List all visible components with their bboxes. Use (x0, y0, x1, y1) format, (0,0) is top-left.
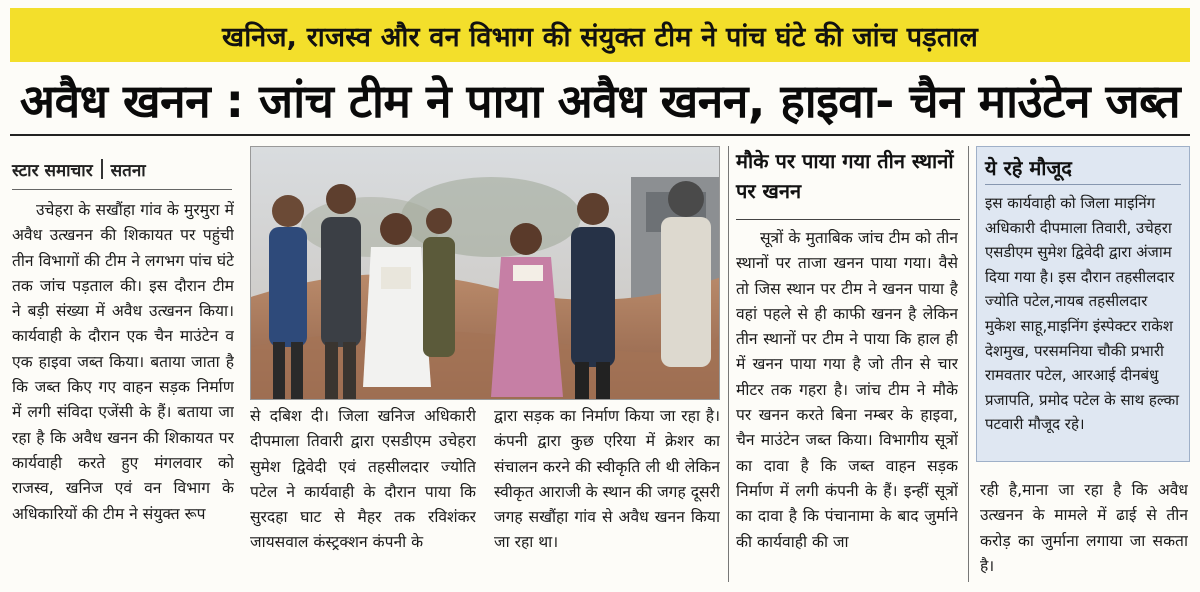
article-column-4: सूत्रों के मुताबिक जांच टीम को तीन स्थानों पर ताजा खनन पाया गया। वैसे तो जिस स्थान पर टीम ने खनन पाया है वहां पहले से ही काफी खनन है लेकिन तीन स्थानों पर टीम ने पाया कि हाल ही में खनन पाया गया है जो तीन से चार मीटर तक गहरा है। जांच टीम ने मौके पर खनन करते बिना नम्बर के हाइवा, चैन माउंटेन जब्त किया। विभागीय सूत्रों का दावा है कि जब्त वाहन सड़क निर्माण में लगी कंपनी के हैं। इन्हीं सूत्रों का दावा है कि पंचानामा के बाद जुर्माने की कार्यवाही की जा (736, 229, 958, 551)
present-officials-box (976, 146, 1190, 462)
byline-place: सतना (110, 160, 146, 181)
inspection-team-photo (251, 147, 720, 400)
subheading-rule (736, 219, 960, 220)
article-column-3: द्वारा सड़क का निर्माण किया जा रहा है। कंपनी द्वारा कुछ एरिया में क्रेशर का संचालन करने की स्वीकृति ली थी लेकिन स्वीकृत आराजी के स्थान की जगह दूसरी जगह सखौंहा गांव से अवैध खनन किया जा रहा था। (494, 407, 720, 552)
byline-divider (101, 159, 103, 179)
article-column-1: उचेहरा के सखौंहा गांव के मुरमुरा में अवैध उत्खनन की शिकायत पर पहुंची तीन विभागों की टीम ने लगभग पांच घंटे तक जांच पड़ताल की। इस दौरान टीम ने बड़ी संख्या में अवैध उत्खनन किया। कार्यवाही के दौरान एक चैन माउंटेन व एक हाइवा जब्त किया। बताया जाता है कि जब्त किए गए वाहन सड़क निर्माण में लगी संविदा एजेंसी के हैं। बताया जा रहा है कि अवैध खनन की शिकायत पर कार्यवाही करते हुए मंगलवार को राजस्व, खनिज एवं वन विभाग के अधिकारियों की टीम ने संयुक्त रूप (12, 201, 234, 523)
byline-rule (12, 189, 232, 190)
byline (12, 154, 232, 184)
kicker-text: खनिज, राजस्व और वन विभाग की संयुक्त टीम ने पांच घंटे की जांच पड़ताल (221, 21, 979, 53)
column-divider (968, 146, 969, 582)
headline (10, 66, 1190, 136)
article-column-2: से दबिश दी। जिला खनिज अधिकारी दीपमाला तिवारी द्वारा एसडीएम उचेहरा सुमेश द्विवेदी एवं तहसीलदार ज्योति पटेल ने कार्यवाही के दौरान पाया कि सुरदहा घाट से मैहर तक रविशंकर जायसवाल कंस्ट्रक्शन कंपनी के (250, 407, 476, 552)
box-title: ये रहे मौजूद (985, 151, 1181, 185)
byline-source: स्टार समाचार (12, 160, 93, 181)
box-body: इस कार्यवाही को जिला माइनिंग अधिकारी दीपमाला तिवारी, उचेहरा एसडीएम सुमेश द्विवेदी द्वारा अंजाम दिया गया है। इस दौरान तहसीलदार ज्योति पटेल,नायब तहसीलदार मुकेश साहू,माइनिंग इंस्पेक्टर राकेश देशमुख, परसमनिया चौकी प्रभारी रामवतार पटेल, आरआई दीनबंधु प्रजापति, प्रमोद पटेल के साथ हल्का पटवारी मौजूद रहे। (985, 194, 1179, 434)
subheading (736, 146, 960, 214)
subheading-text: मौके पर पाया गया तीन स्थानों पर खनन (736, 149, 954, 203)
column-divider (728, 146, 729, 582)
news-photo (250, 146, 720, 400)
kicker-banner (10, 8, 1190, 62)
article-column-5: रही है,माना जा रहा है कि अवैध उत्खनन के मामले में ढाई से तीन करोड़ का जुर्माना लगाया जा सकता है। (980, 481, 1188, 575)
headline-text: अवैध खनन : जांच टीम ने पाया अवैध खनन, हाइवा- चैन माउंटेन जब्त (19, 74, 1181, 128)
